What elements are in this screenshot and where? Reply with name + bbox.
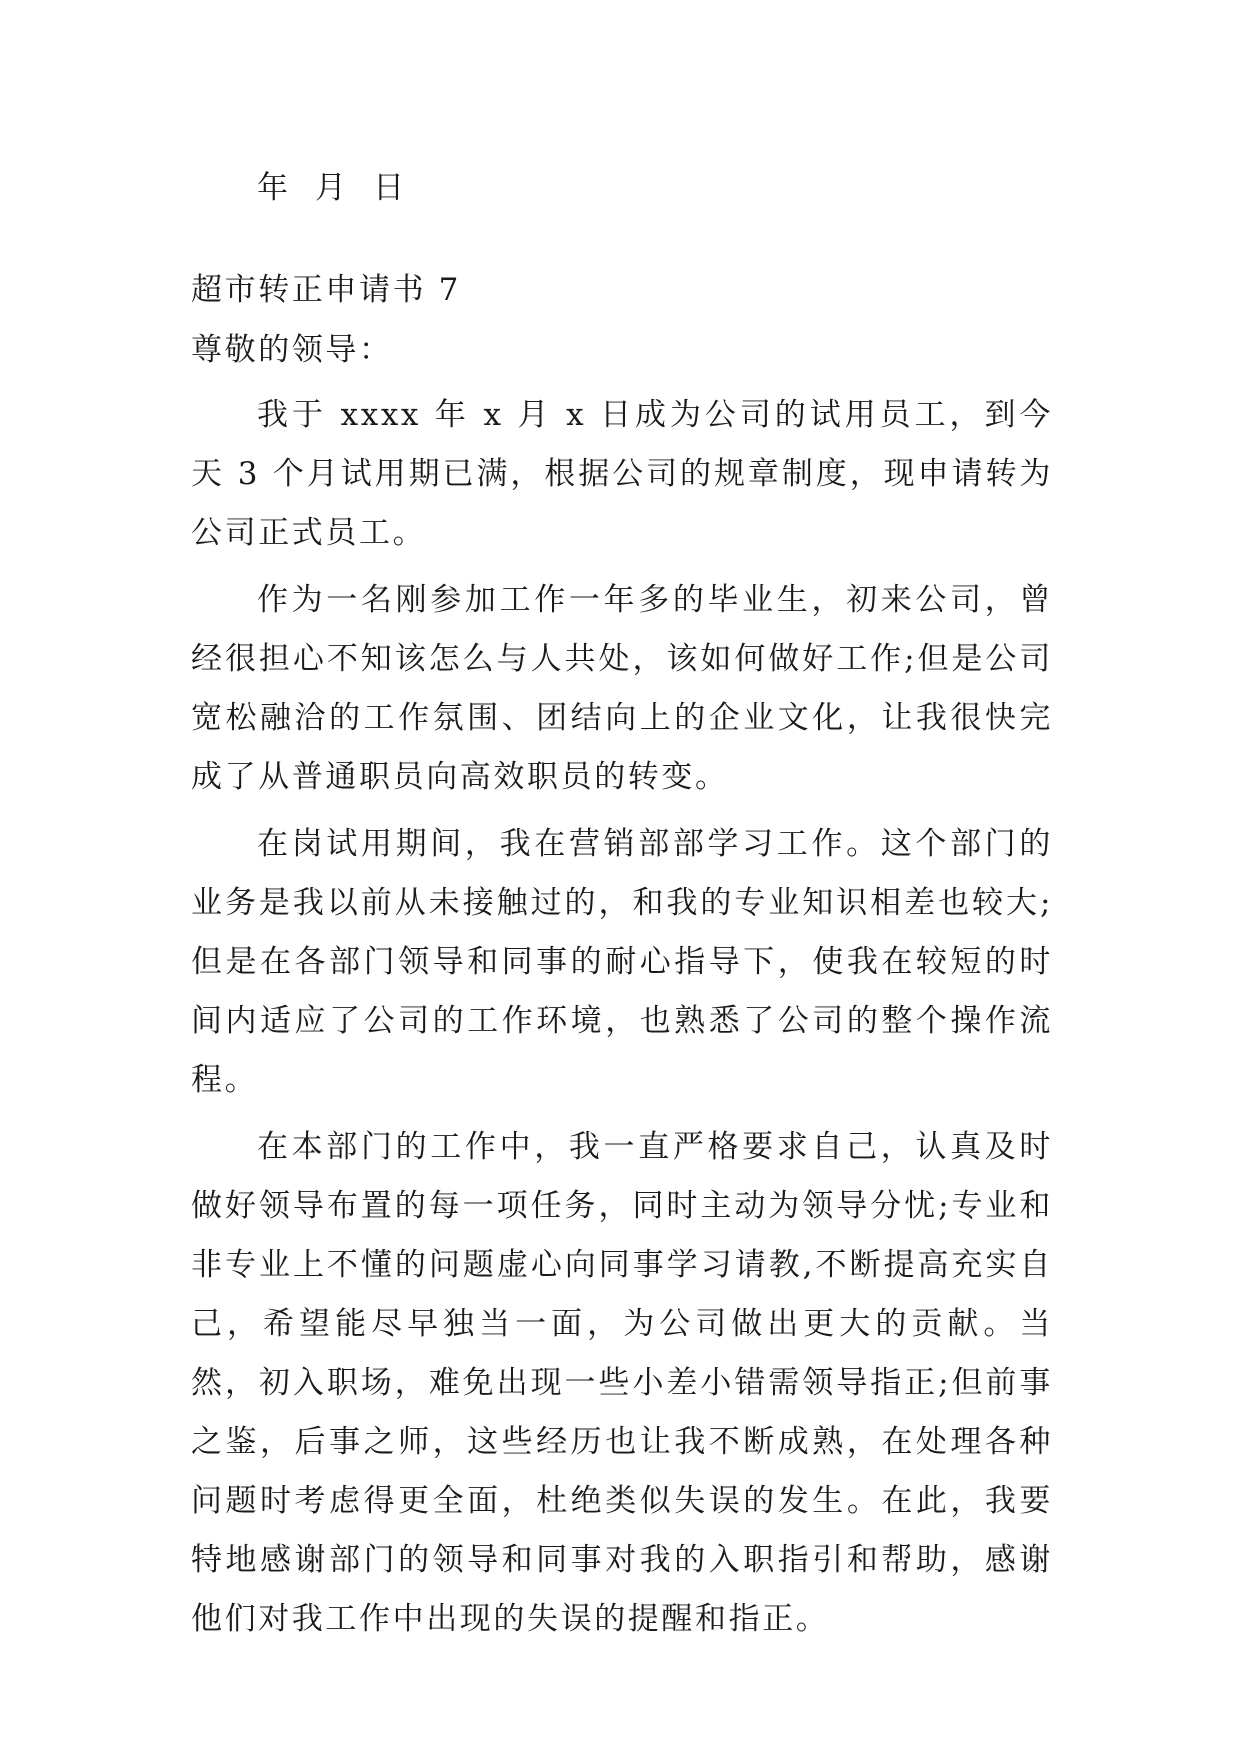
- paragraph-3: 在岗试用期间，我在营销部部学习工作。这个部门的业务是我以前从未接触过的，和我的专业知识相差也较大;但是在各部门领导和同事的耐心指导下，使我在较短的时间内适应了公司的工作环境，也熟悉了公司的整个操作流程。: [191, 826, 1053, 1098]
- document-body: [191, 158, 1053, 1657]
- date-line: 年 月 日: [257, 170, 407, 206]
- salutation: 尊敬的领导：: [191, 332, 393, 368]
- paragraph-4: 在本部门的工作中，我一直严格要求自己，认真及时做好领导布置的每一项任务，同时主动为领导分忧;专业和非专业上不懂的问题虚心向同事学习请教,不断提高充实自己，希望能尽早独当一面，为公司做出更大的贡献。当然，初入职场，难免出现一些小差小错需领导指正;但前事之鉴，后事之师，这些经历也让我不断成熟，在处理各种问题时考虑得更全面，杜绝类似失误的发生。在此，我要特地感谢部门的领导和同事对我的入职指引和帮助，感谢他们对我工作中出现的失误的提醒和指正。: [191, 1129, 1053, 1637]
- paragraph-1: 我于 xxxx 年 x 月 x 日成为公司的试用员工，到今天 3 个月试用期已满，根据公司的规章制度，现申请转为公司正式员工。: [191, 397, 1053, 551]
- paragraph-2: 作为一名刚参加工作一年多的毕业生，初来公司，曾经很担心不知该怎么与人共处，该如何做好工作;但是公司宽松融洽的工作氛围、团结向上的企业文化，让我很快完成了从普通职员向高效职员的转变。: [191, 582, 1053, 795]
- document-title: 超市转正申请书 7: [191, 272, 461, 308]
